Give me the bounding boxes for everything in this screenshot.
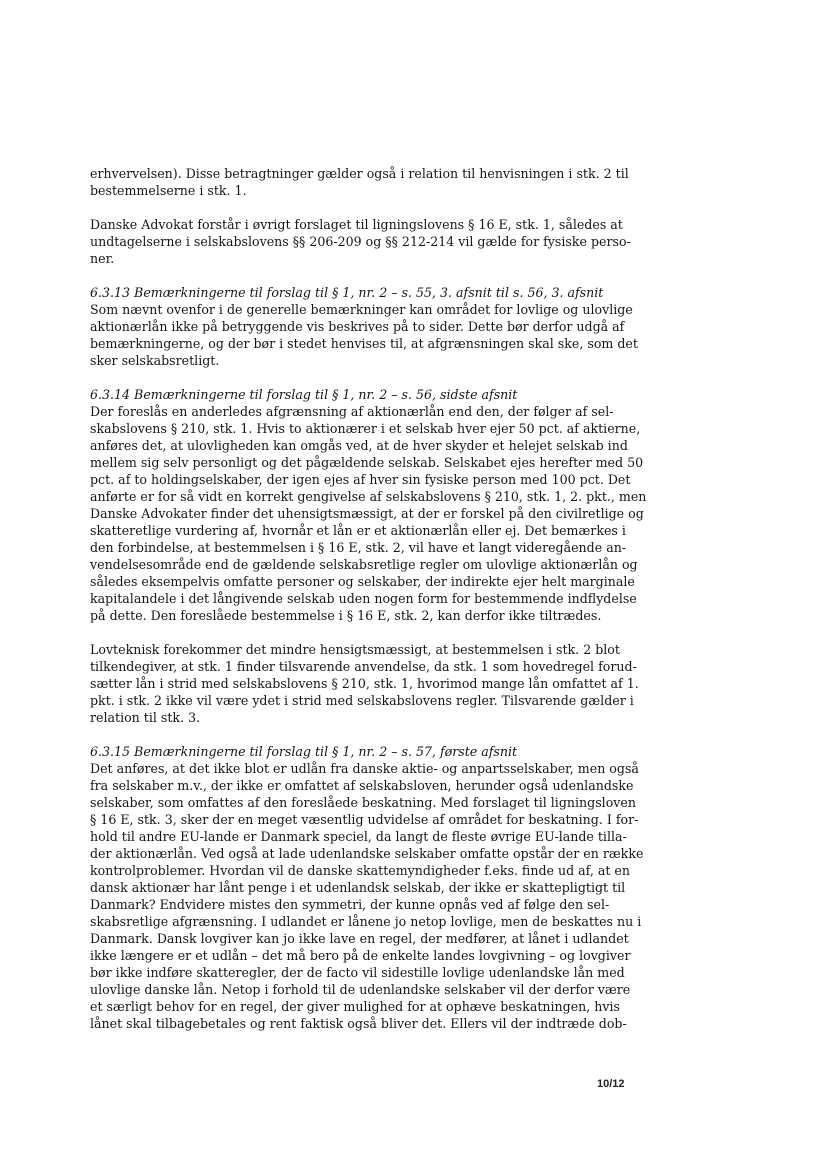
text-line: pkt. i stk. 2 ikke vil være ydet i strid med selskabslovens regler. Tilsvarende gælder i: [90, 693, 634, 708]
section-heading: 6.3.15 Bemærkningerne til forslag til § 1, nr. 2 – s. 57, første afsnit: [90, 744, 518, 759]
text-line: et særligt behov for en regel, der giver mulighed for at ophæve beskatningen, hvis: [90, 999, 620, 1014]
text-line: kontrolproblemer. Hvordan vil de danske skattemyndigheder f.eks. finde ud af, at en: [90, 863, 630, 878]
section-6-3-14: [90, 386, 647, 624]
text-line: Danmark? Endvidere mistes den symmetri, der kunne opnås ved af følge den sel-: [90, 897, 610, 912]
interpretation-paragraph: [90, 216, 631, 267]
section-6-3-13: [90, 284, 638, 369]
section-heading: 6.3.13 Bemærkningerne til forslag til § 1, nr. 2 – s. 55, 3. afsnit til s. 56, 3. afsnit: [90, 285, 604, 300]
text-line: tilkendegiver, at stk. 1 finder tilsvarende anvendelse, da stk. 1 som hovedregel forud-: [90, 659, 637, 674]
text-line: sætter lån i strid med selskabslovens § 210, stk. 1, hvorimod mange lån omfattet af 1.: [90, 676, 639, 691]
text-line: den forbindelse, at bestemmelsen i § 16 E, stk. 2, vil have et langt videregående an-: [90, 540, 627, 555]
text-line: anførte er for så vidt en korrekt gengivelse af selskabslovens § 210, stk. 1, 2. pkt., men: [90, 489, 647, 504]
text-line: Danske Advokater finder det uhensigtsmæssigt, at der er forskel på den civilretlige og: [90, 506, 644, 521]
text-line: fra selskaber m.v., der ikke er omfattet af selskabsloven, herunder også udenlandske: [90, 778, 634, 793]
text-line: skatteretlige vurdering af, hvornår et lån er et aktionærlån eller ej. Det bemærkes i: [90, 523, 626, 538]
text-line: anføres det, at ulovligheden kan omgås ved, at de hver skyder et helejet selskab ind: [90, 438, 628, 453]
text-line: pct. af to holdingselskaber, der igen ejes af hver sin fysiske person med 100 pct. Det: [90, 472, 631, 487]
text-line: der aktionærlån. Ved også at lade udenlandske selskaber omfatte opstår der en række: [90, 846, 644, 861]
text-line: ulovlige danske lån. Netop i forhold til de udenlandske selskaber vil der derfor være: [90, 982, 631, 997]
text-line: mellem sig selv personligt og det pågældende selskab. Selskabet ejes herefter med 50: [90, 455, 644, 470]
text-line: Der foreslås en anderledes afgrænsning af aktionærlån end den, der følger af sel-: [90, 404, 614, 419]
text-line: Danske Advokat forstår i øvrigt forslaget til ligningslovens § 16 E, stk. 1, således at: [90, 217, 623, 232]
text-line: bestemmelserne i stk. 1.: [90, 183, 247, 198]
text-line: Danmark. Dansk lovgiver kan jo ikke lave en regel, der medfører, at lånet i udlandet: [90, 931, 629, 946]
section-6-3-14-continuation: [90, 641, 639, 726]
text-line: sker selskabsretligt.: [90, 353, 220, 368]
text-line: relation til stk. 3.: [90, 710, 201, 725]
text-line: ner.: [90, 251, 115, 266]
text-line: vendelsesområde end de gældende selskabsretlige regler om ulovlige aktionærlån og: [90, 557, 638, 572]
text-line: erhvervelsen). Disse betragtninger gælder også i relation til henvisningen i stk. 2 til: [90, 166, 629, 181]
text-line: Som nævnt ovenfor i de generelle bemærkninger kan området for lovlige og ulovlige: [90, 302, 633, 317]
text-line: Det anføres, at det ikke blot er udlån fra danske aktie- og anpartsselskaber, men også: [90, 761, 639, 776]
text-line: aktionærlån ikke på betryggende vis beskrives på to sider. Dette bør derfor udgå af: [90, 319, 625, 334]
section-heading: 6.3.14 Bemærkningerne til forslag til § 1, nr. 2 – s. 56, sidste afsnit: [90, 387, 518, 402]
text-line: således eksempelvis omfatte personer og selskaber, der indirekte ejer helt marginale: [90, 574, 635, 589]
text-line: selskaber, som omfattes af den foreslåede beskatning. Med forslaget til ligningsloven: [90, 795, 636, 810]
text-line: kapitalandele i det långivende selskab uden nogen form for bestemmende indflydelse: [90, 591, 637, 606]
text-line: skabsretlige afgrænsning. I udlandet er lånene jo netop lovlige, men de beskattes nu i: [90, 914, 642, 929]
document-body: [90, 165, 647, 1032]
text-line: skabslovens § 210, stk. 1. Hvis to aktionærer i et selskab hver ejer 50 pct. af aktierne,: [90, 421, 641, 436]
text-line: undtagelserne i selskabslovens §§ 206-209 og §§ 212-214 vil gælde for fysiske perso-: [90, 234, 631, 249]
section-6-3-15: [90, 743, 644, 1032]
text-line: Lovteknisk forekommer det mindre hensigtsmæssigt, at bestemmelsen i stk. 2 blot: [90, 642, 620, 657]
page-number: 10/12: [597, 1078, 625, 1090]
text-line: bør ikke indføre skatteregler, der de facto vil sidestille lovlige udenlandske lån med: [90, 965, 625, 980]
text-line: § 16 E, stk. 3, sker der en meget væsentlig udvidelse af området for beskatning. I for-: [90, 812, 639, 827]
text-line: ikke længere er et udlån – det må bero på de enkelte landes lovgivning – og lovgiver: [90, 948, 631, 963]
text-line: hold til andre EU-lande er Danmark speciel, da langt de fleste øvrige EU-lande tilla-: [90, 829, 627, 844]
text-line: lånet skal tilbagebetales og rent faktisk også bliver det. Ellers vil der indtræde dob-: [90, 1016, 627, 1031]
text-line: bemærkningerne, og der bør i stedet henvises til, at afgrænsningen skal ske, som det: [90, 336, 638, 351]
text-line: dansk aktionær har lånt penge i et udenlandsk selskab, der ikke er skattepligtigt til: [90, 880, 626, 895]
intro-paragraph: [90, 165, 629, 199]
text-line: på dette. Den foreslåede bestemmelse i § 16 E, stk. 2, kan derfor ikke tiltrædes.: [90, 608, 602, 623]
